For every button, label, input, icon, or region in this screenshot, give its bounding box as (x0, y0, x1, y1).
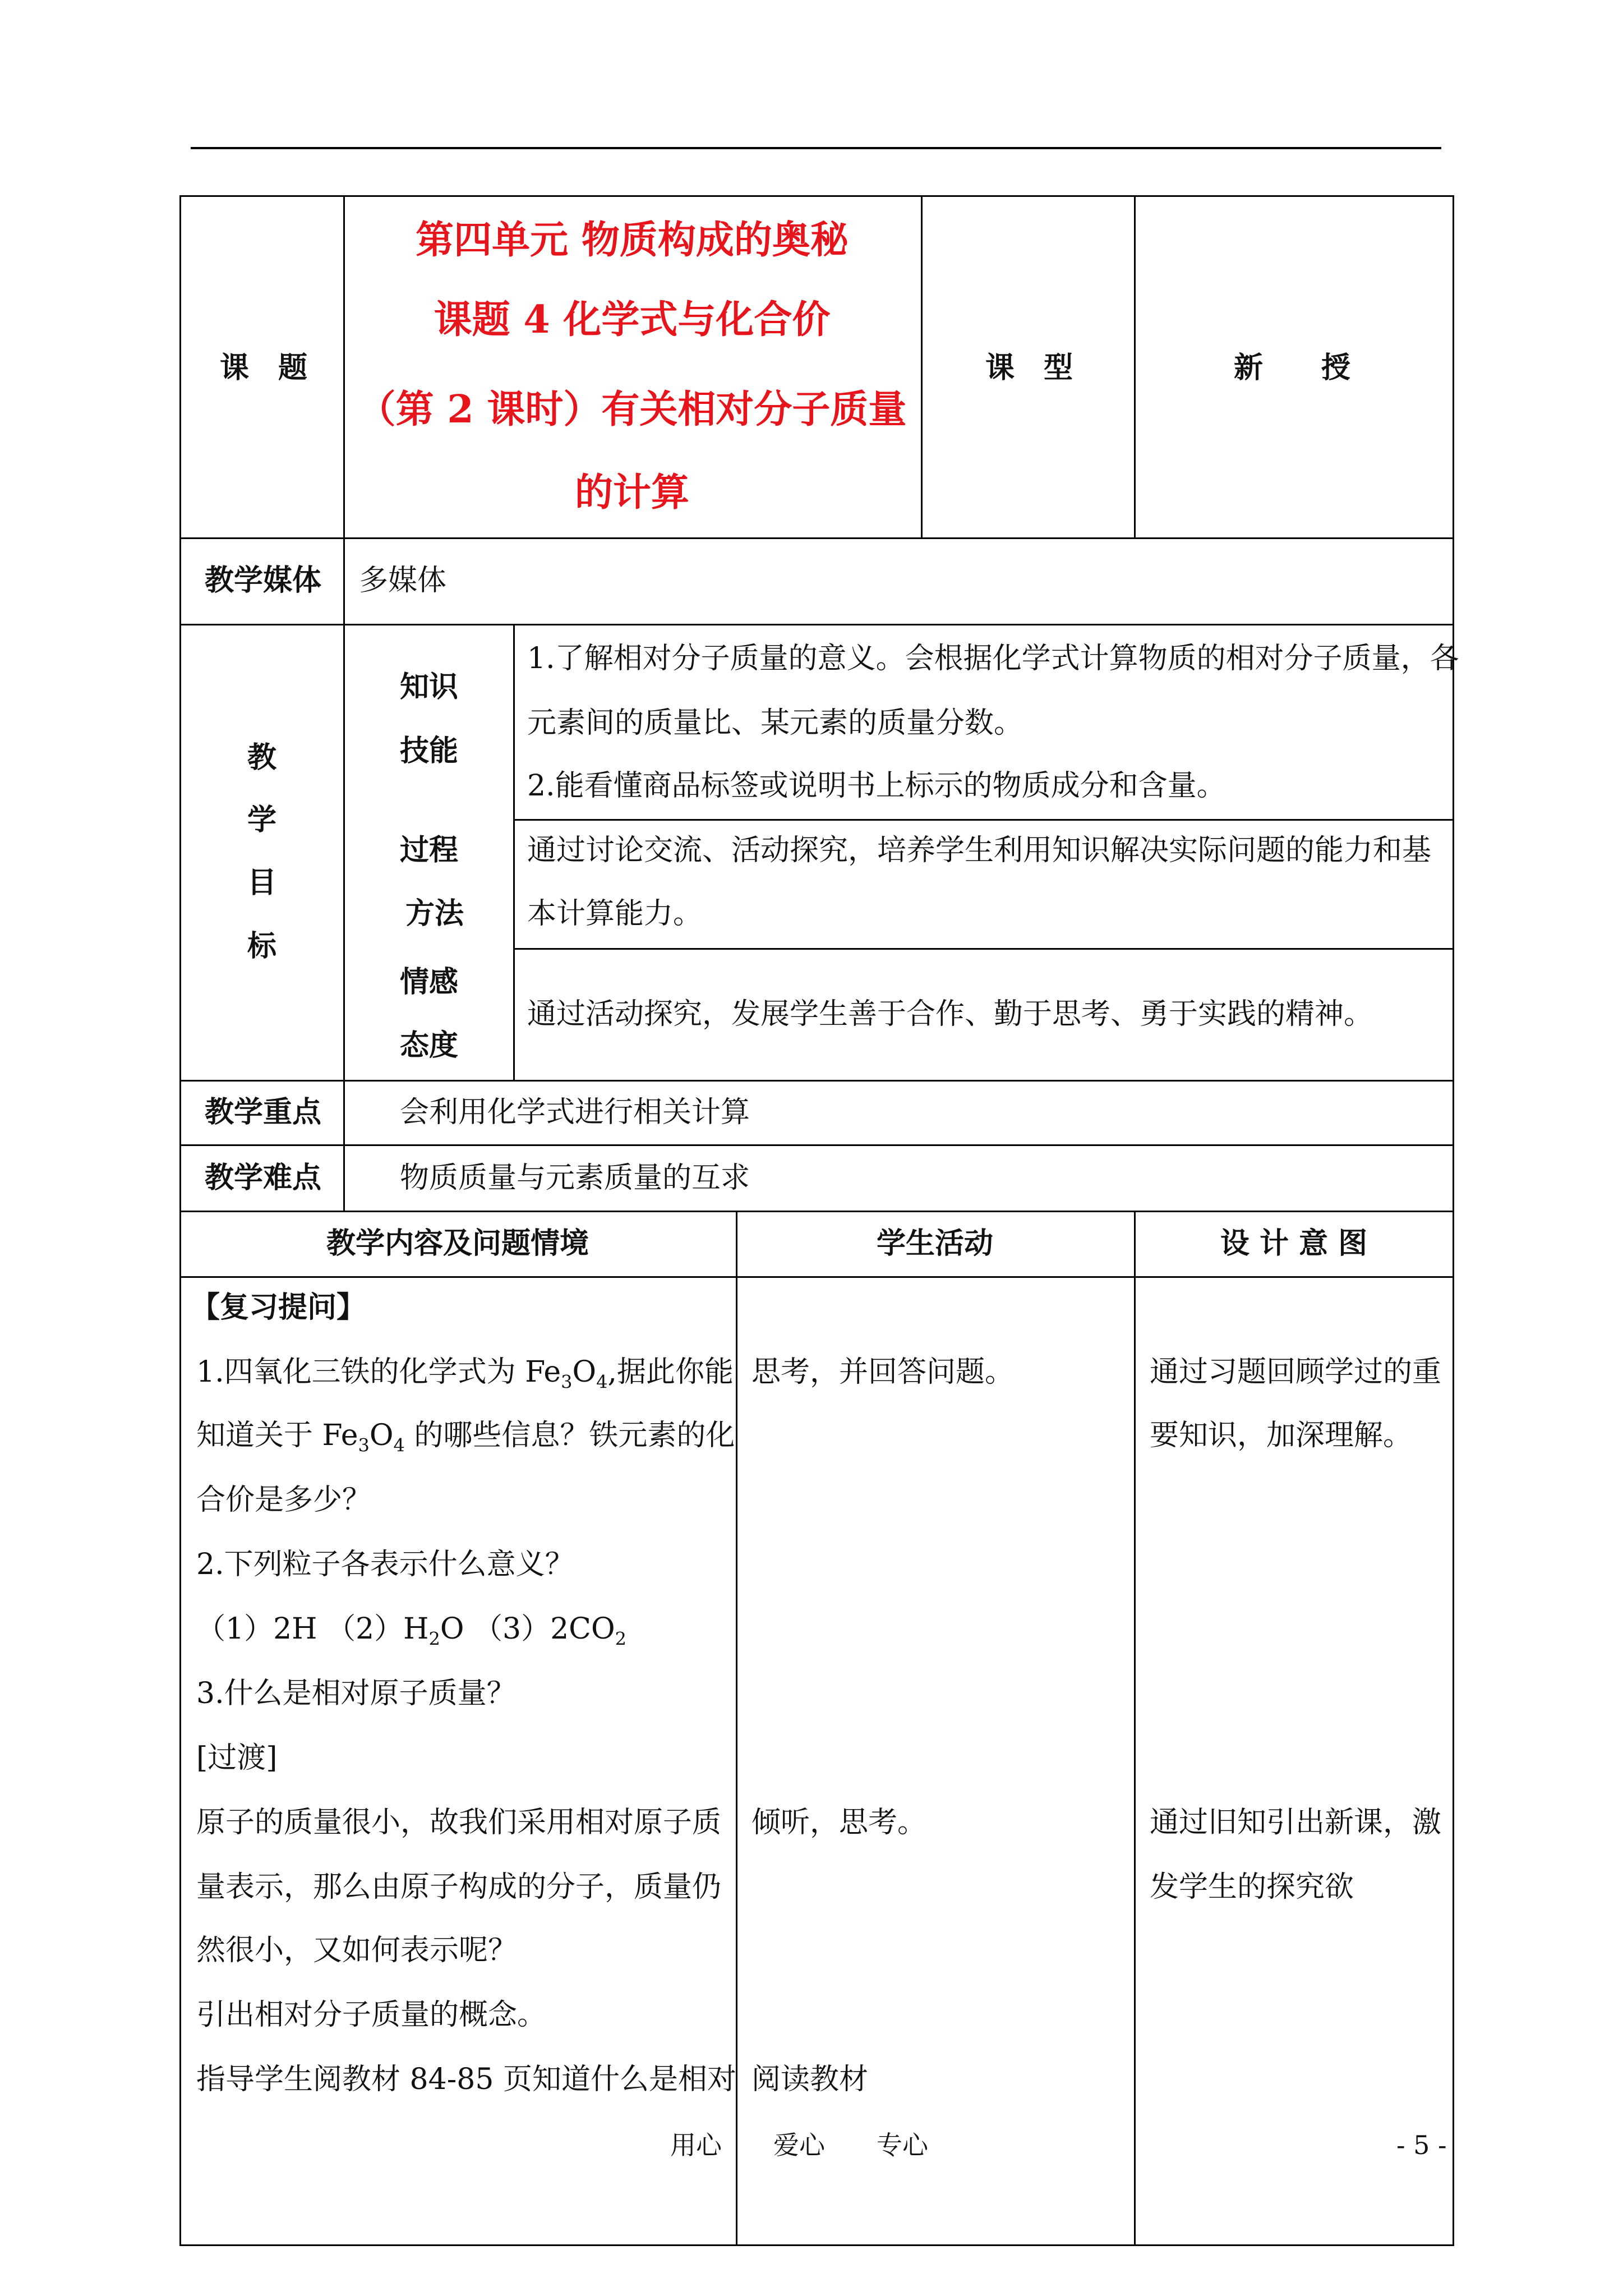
design-intent: 通过习题回顾学过的重 (1150, 1355, 1442, 1389)
difficulty-label: 教学难点 (205, 1161, 322, 1195)
design-intent: 通过旧知引出新课，激 (1150, 1806, 1442, 1839)
media-label: 教学媒体 (205, 563, 322, 597)
column-header-student: 学生活动 (876, 1226, 993, 1260)
transition-text: 指导学生阅教材 84-85 页知道什么是相对 (196, 2063, 736, 2096)
table-rule (179, 537, 1454, 539)
goal-process-text: 本计算能力。 (527, 897, 703, 931)
key-point-value: 会利用化学式进行相关计算 (400, 1096, 750, 1129)
question-1: 1.四氧化三铁的化学式为 $Fe_3O_4$,据此你能 (196, 1355, 734, 1393)
table-col-rule (1134, 195, 1136, 539)
table-col-rule (921, 195, 923, 539)
column-header-design: 设 计 意 图 (1220, 1226, 1368, 1260)
table-rule (179, 1144, 1454, 1146)
column-header-content: 教学内容及问题情境 (326, 1226, 589, 1260)
transition-text: 引出相对分子质量的概念。 (196, 1998, 547, 2032)
transition-label: [过渡] (196, 1741, 278, 1775)
table-rule (179, 1276, 1454, 1278)
goal-process-label: 过程 (400, 833, 459, 867)
goal-knowledge-text: 元素间的质量比、某元素的质量分数。 (527, 706, 1023, 740)
key-point-label: 教学重点 (205, 1095, 322, 1129)
media-value: 多媒体 (359, 564, 447, 597)
question-1: 合价是多少？ (196, 1483, 372, 1517)
table-border-bottom (179, 2244, 1454, 2246)
student-activity: 阅读教材 (751, 2063, 869, 2096)
topic-title-line-2: 课题 4 化学式与化合价 (434, 297, 831, 342)
goals-label-char: 教 (247, 740, 277, 775)
table-rule (179, 1080, 1454, 1082)
transition-text: 然很小，又如何表示呢？ (196, 1934, 518, 1967)
goal-attitude-label: 情感 (400, 965, 459, 999)
goal-process-label: 方法 (405, 896, 464, 931)
goal-knowledge-text: 1.了解相对分子质量的意义。会根据化学式计算物质的相对分子质量，各 (527, 642, 1459, 675)
page-number: - 5 - (1396, 2130, 1447, 2160)
goal-attitude-text: 通过活动探究，发展学生善于合作、勤于思考、勇于实践的精神。 (527, 997, 1373, 1031)
table-border-top (179, 195, 1454, 197)
student-activity: 思考，并回答问题。 (751, 1355, 1015, 1389)
lesson-type-label: 课 型 (985, 351, 1073, 385)
topic-title-line-3: （第 2 课时）有关相对分子质量 (357, 387, 907, 432)
question-2-items: （1）2H $(2)H_2O$ $(3)2CO_2$ (196, 1612, 626, 1650)
goals-label-char: 学 (247, 803, 277, 837)
design-intent: 要知识，加深理解。 (1150, 1419, 1413, 1452)
header-rule (191, 147, 1441, 149)
table-rule (513, 819, 1454, 821)
section-title: 【复习提问】 (191, 1290, 366, 1324)
table-border-right (1453, 195, 1454, 2246)
goals-label-char: 目 (247, 866, 277, 900)
goal-knowledge-text: 2.能看懂商品标签或说明书上标示的物质成分和含量。 (527, 769, 1226, 803)
question-3: 3.什么是相对原子质量？ (196, 1677, 516, 1710)
design-intent: 发学生的探究欲 (1150, 1870, 1354, 1904)
topic-label: 课 题 (220, 351, 308, 385)
question-2: 2.下列粒子各表示什么意义？ (196, 1548, 574, 1581)
transition-text: 原子的质量很小，故我们采用相对原子质 (196, 1806, 722, 1839)
topic-title-line-4: 的计算 (574, 470, 689, 515)
goal-attitude-label: 态度 (400, 1028, 459, 1062)
table-col-rule (513, 624, 515, 1082)
goal-process-text: 通过讨论交流、活动探究，培养学生利用知识解决实际问题的能力和基 (527, 834, 1432, 867)
goal-knowledge-label: 知识 (400, 670, 459, 704)
transition-text: 量表示，那么由原子构成的分子，质量仍 (196, 1870, 722, 1904)
table-col-rule (343, 195, 345, 1211)
lesson-type-value: 新 授 (1234, 351, 1351, 385)
table-rule (179, 624, 1454, 625)
goal-knowledge-label: 技能 (400, 734, 459, 768)
difficulty-value: 物质质量与元素质量的互求 (400, 1161, 750, 1195)
table-rule (179, 1211, 1454, 1212)
table-border-left (179, 195, 181, 2246)
topic-title-line-1: 第四单元 物质构成的奥秘 (416, 218, 849, 263)
footer-motto: 用心 爱心 专心 (670, 2130, 928, 2160)
student-activity: 倾听，思考。 (751, 1806, 927, 1839)
question-1: 知道关于 $Fe_3O_4$ 的哪些信息？铁元素的化 (196, 1419, 735, 1456)
goals-label-char: 标 (247, 929, 277, 963)
table-col-rule (1134, 1211, 1136, 2246)
table-rule (513, 948, 1454, 950)
